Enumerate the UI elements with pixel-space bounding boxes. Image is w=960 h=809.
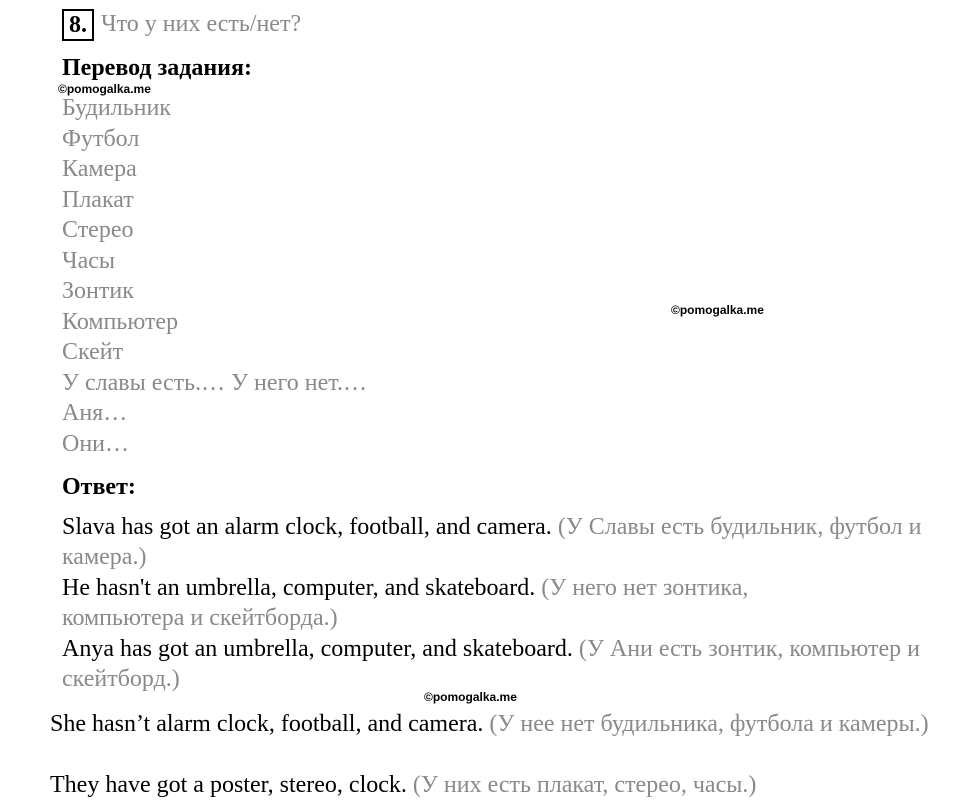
answer-russian: (У них есть плакат, стерео, часы.) — [412, 772, 757, 798]
answer-russian: (У Ани есть зонтик, компьютер и скейтборд.) — [62, 636, 920, 692]
answer-line — [62, 573, 852, 633]
answer-english: He hasn't an umbrella, computer, and skateboard. — [62, 575, 536, 601]
vocab-item: Камера — [62, 156, 137, 182]
watermark: ©pomogalka.me — [671, 303, 764, 317]
translation-heading: Перевод задания: — [62, 55, 252, 81]
answer-line — [50, 770, 950, 800]
watermark: ©pomogalka.me — [424, 690, 517, 704]
vocab-item: Часы — [62, 247, 116, 274]
vocab-item: Скейт — [62, 339, 124, 365]
vocab-item: Плакат — [62, 186, 134, 213]
vocab-item: У славы есть.… У него нет.… — [62, 369, 367, 396]
answer-line — [50, 709, 950, 739]
vocab-item: Будильник — [62, 95, 171, 121]
answer-english: They have got a poster, stereo, clock. — [50, 772, 407, 798]
answer-russian: (У Славы есть будильник, футбол и камера.) — [62, 514, 922, 570]
task-number: 8. — [62, 9, 94, 41]
vocab-item: Компьютер — [62, 308, 179, 335]
task-title: Что у них есть/нет? — [101, 11, 302, 37]
vocab-list — [62, 93, 367, 459]
answer-english: Anya has got an umbrella, computer, and skateboard. — [62, 636, 573, 662]
answer-line — [62, 512, 942, 572]
watermark: ©pomogalka.me — [58, 82, 151, 96]
vocab-item: Футбол — [62, 125, 140, 152]
answer-line — [62, 634, 922, 694]
answer-english: Slava has got an alarm clock, football, and camera. — [62, 514, 552, 540]
answer-heading: Ответ: — [62, 474, 136, 500]
answer-english: She hasn’t alarm clock, football, and camera. — [50, 711, 484, 737]
vocab-item: Стерео — [62, 217, 134, 243]
vocab-item: Аня… — [62, 400, 128, 426]
answer-russian: (У нее нет будильника, футбола и камеры.) — [489, 711, 929, 737]
answer-russian: (У него нет зонтика, компьютера и скейтборда.) — [62, 575, 749, 631]
vocab-item: Они… — [62, 430, 130, 457]
vocab-item: Зонтик — [62, 278, 134, 304]
